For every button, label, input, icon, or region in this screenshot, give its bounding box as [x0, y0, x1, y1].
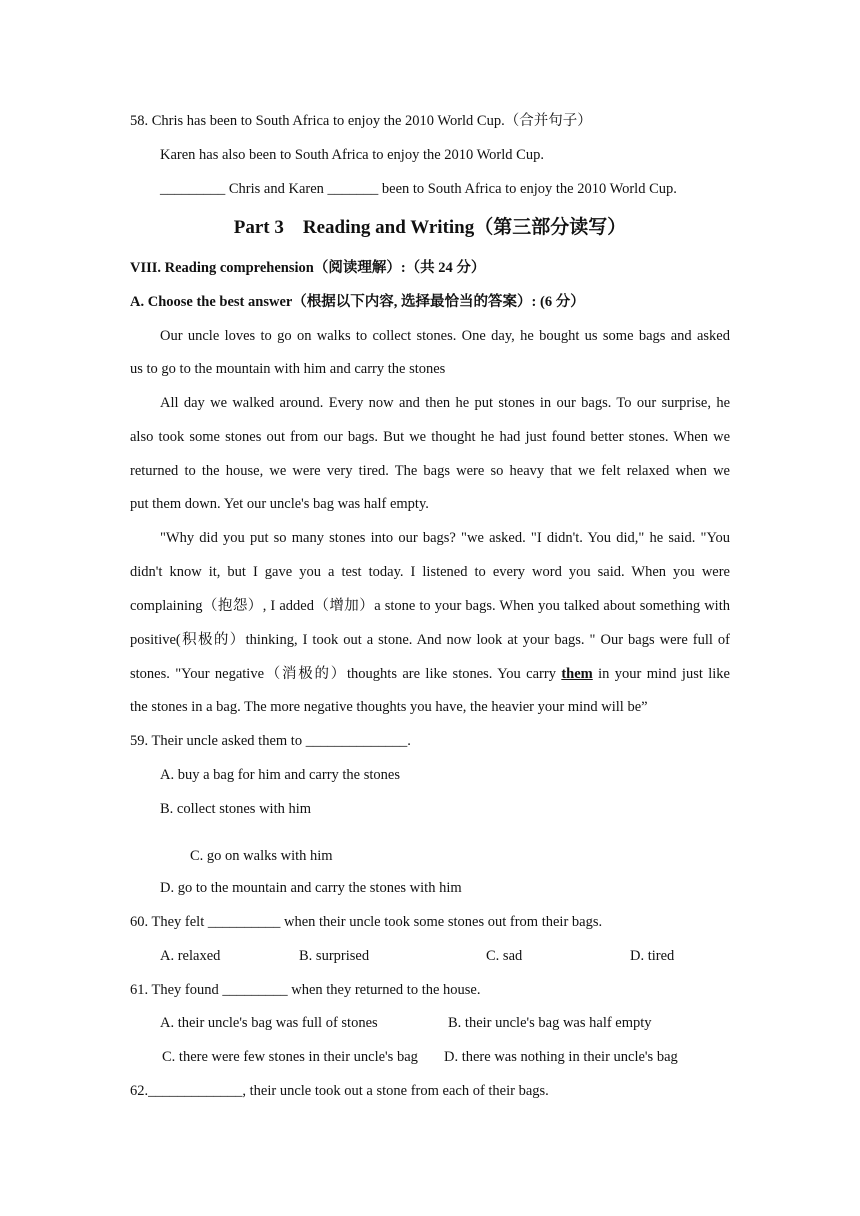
passage-line: returned to the house, we were very tired. The bags were so heavy that we felt relaxed when we — [130, 463, 730, 479]
option-d: D. there was nothing in their uncle's bag — [444, 1049, 678, 1065]
option-a: A. buy a bag for him and carry the stones — [160, 767, 400, 783]
passage-line: positive(积极的）thinking, I took out a stone. And now look at your bags. " Our bags were full of — [130, 632, 730, 648]
question-stem: 59. Their uncle asked them to ______________. — [130, 733, 411, 749]
option-b: B. collect stones with him — [160, 801, 312, 817]
q58-prompt: 58. Chris has been to South Africa to enjoy the 2010 World Cup.（合并句子） — [130, 113, 592, 129]
passage-line — [130, 664, 730, 684]
passage-line: us to go to the mountain with him and carry the stones — [130, 361, 446, 377]
option-b: B. surprised — [299, 948, 370, 964]
option-b: B. their uncle's bag was half empty — [448, 1015, 652, 1031]
option-c: C. sad — [486, 948, 523, 964]
passage-line: put them down. Yet our uncle's bag was half empty. — [130, 496, 429, 512]
passage-text: stones. "Your negative（消极的）thoughts are like stones. You carry — [130, 666, 562, 682]
underlined-word-them: them — [561, 666, 593, 682]
passage-line: Our uncle loves to go on walks to collect stones. One day, he bought us some bags and asked — [160, 328, 730, 344]
part3-title: Part 3 Reading and Writing（第三部分读写） — [233, 217, 627, 238]
option-a: A. relaxed — [160, 948, 221, 964]
passage-line: didn't know it, but I gave you a test today. I listened to every word you said. When you were — [130, 564, 730, 580]
option-d: D. tired — [630, 948, 675, 964]
option-a: A. their uncle's bag was full of stones — [160, 1015, 378, 1031]
option-c: C. go on walks with him — [190, 848, 333, 864]
q58-sentence2: Karen has also been to South Africa to enjoy the 2010 World Cup. — [160, 147, 544, 163]
option-c: C. there were few stones in their uncle's bag — [162, 1049, 418, 1065]
sectionA-heading: A. Choose the best answer（根据以下内容, 选择最恰当的答案）: (6 分） — [130, 294, 585, 310]
passage-line: also took some stones out from our bags. But we thought he had just found better stones. When we — [130, 429, 730, 445]
question-stem: 61. They found _________ when they returned to the house. — [130, 982, 481, 998]
question-stem: 62._____________, their uncle took out a stone from each of their bags. — [130, 1083, 549, 1099]
passage-line: the stones in a bag. The more negative thoughts you have, the heavier your mind will be” — [130, 699, 648, 715]
passage-line: complaining（抱怨）, I added（增加）a stone to your bags. When you talked about something with — [130, 598, 730, 614]
passage-line: "Why did you put so many stones into our bags? "we asked. "I didn't. You did," he said. "You — [160, 530, 730, 546]
passage-line: All day we walked around. Every now and then he put stones in our bags. To our surprise, he — [160, 395, 730, 411]
question-stem: 60. They felt __________ when their uncle took some stones out from their bags. — [130, 914, 603, 930]
passage-text: in your mind just like — [592, 666, 730, 682]
option-d: D. go to the mountain and carry the stones with him — [160, 880, 462, 896]
section8-heading: VIII. Reading comprehension（阅读理解）:（共 24 分） — [130, 260, 486, 276]
q58-answer-line: _________ Chris and Karen _______ been to South Africa to enjoy the 2010 World Cup. — [160, 181, 677, 197]
